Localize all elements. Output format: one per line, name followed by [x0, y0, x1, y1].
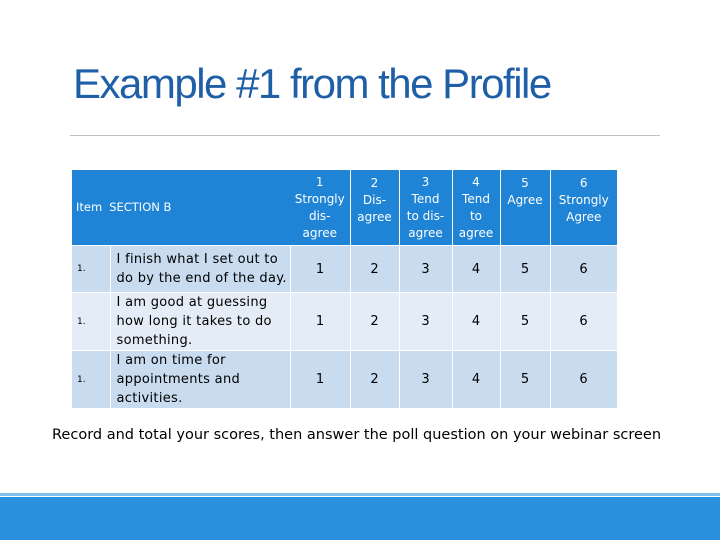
- score-cell[interactable]: 1: [290, 351, 350, 409]
- score-cell[interactable]: 5: [500, 293, 550, 351]
- score-cell[interactable]: 1: [290, 246, 350, 293]
- item-statement: I am good at guessing how long it takes to do something.: [110, 293, 290, 351]
- table-header-row: [72, 170, 617, 246]
- table-row: [72, 351, 617, 409]
- scale-header-6: 6 Strongly Agree: [550, 170, 617, 246]
- table-row: [72, 246, 617, 293]
- score-cell[interactable]: 3: [399, 246, 452, 293]
- profile-table: [72, 170, 618, 408]
- item-number: 1.: [72, 246, 110, 293]
- score-cell[interactable]: 2: [350, 293, 399, 351]
- scale-header-2: 2 Dis- agree: [350, 170, 399, 246]
- score-cell[interactable]: 1: [290, 293, 350, 351]
- item-section-header: [72, 170, 290, 246]
- scale-header-5: 5 Agree: [500, 170, 550, 246]
- table-row: [72, 293, 617, 351]
- score-cell[interactable]: 6: [550, 351, 617, 409]
- item-number: 1.: [72, 293, 110, 351]
- title-divider: [70, 135, 660, 136]
- item-header: Item: [76, 200, 103, 214]
- score-cell[interactable]: 6: [550, 246, 617, 293]
- section-header: SECTION B: [109, 200, 172, 214]
- score-cell[interactable]: 4: [452, 293, 500, 351]
- item-statement: I am on time for appointments and activities.: [110, 351, 290, 409]
- score-cell[interactable]: 2: [350, 351, 399, 409]
- score-cell[interactable]: 5: [500, 351, 550, 409]
- score-cell[interactable]: 3: [399, 351, 452, 409]
- item-statement: I finish what I set out to do by the end of the day.: [110, 246, 290, 293]
- scale-header-4: 4 Tend to agree: [452, 170, 500, 246]
- footer-accent-line: [0, 493, 720, 496]
- score-cell[interactable]: 4: [452, 351, 500, 409]
- score-cell[interactable]: 3: [399, 293, 452, 351]
- instruction-caption: Record and total your scores, then answer the poll question on your webinar screen: [52, 427, 662, 443]
- scale-header-1: 1 Strongly dis- agree: [290, 170, 350, 246]
- score-cell[interactable]: 4: [452, 246, 500, 293]
- score-cell[interactable]: 6: [550, 293, 617, 351]
- score-cell[interactable]: 5: [500, 246, 550, 293]
- score-cell[interactable]: 2: [350, 246, 399, 293]
- footer-bar: [0, 497, 720, 540]
- item-number: 1.: [72, 351, 110, 409]
- scale-header-3: 3 Tend to dis- agree: [399, 170, 452, 246]
- slide-title: Example #1 from the Profile: [73, 60, 551, 107]
